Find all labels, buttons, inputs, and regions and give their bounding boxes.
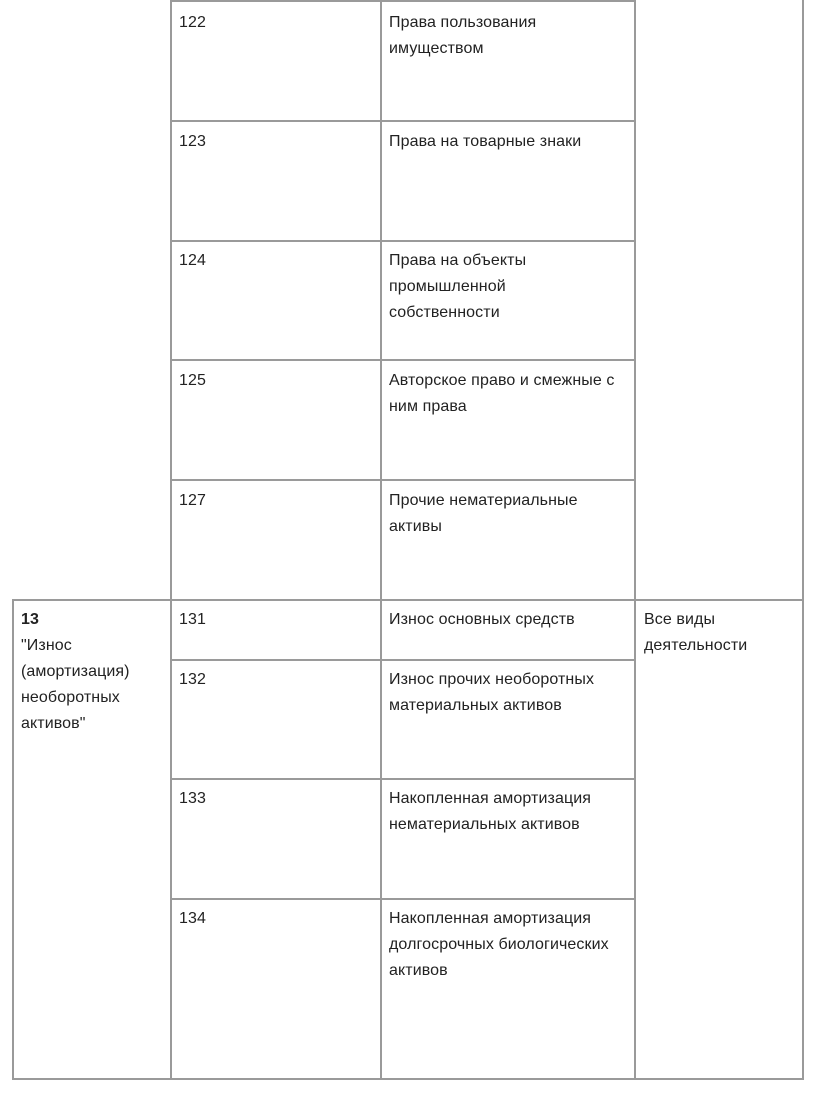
row-sep [170, 120, 636, 122]
account-code: 123 [179, 133, 206, 150]
account-code: 134 [179, 910, 206, 927]
account-name-line: Накопленная амортизация [389, 910, 592, 927]
account-name [389, 10, 536, 62]
account-name-line: Прочие нематериальные [389, 492, 578, 509]
account-name-line: Права пользования [389, 14, 537, 31]
account-name-line: долгосрочных биологических [389, 936, 609, 953]
group-title-line: активов" [21, 715, 86, 732]
border-right [802, 0, 804, 1080]
account-name-line: имуществом [389, 40, 484, 57]
row-sep [170, 240, 636, 242]
account-name [389, 368, 615, 420]
border-bottom [12, 1078, 804, 1080]
account-name-line: Накопленная амортизация [389, 790, 592, 807]
row-sep [170, 0, 636, 2]
col-sep-3 [634, 0, 636, 1080]
group-number: 13 [21, 611, 39, 628]
border-left [12, 600, 14, 1080]
account-code: 132 [179, 671, 206, 688]
activity-line: деятельности [644, 637, 748, 654]
account-name [389, 607, 575, 633]
account-name-line: Права на товарные знаки [389, 133, 582, 150]
group-title-line: (амортизация) [21, 663, 130, 680]
col-sep-1 [170, 0, 172, 1080]
group-title [21, 607, 130, 737]
group-title-line: необоротных [21, 689, 120, 706]
account-name-line: активы [389, 518, 442, 535]
account-name-line: нематериальных активов [389, 816, 580, 833]
account-name-line: ним права [389, 398, 467, 415]
row-sep [170, 359, 636, 361]
account-code: 124 [179, 252, 206, 269]
activity-line: Все виды [644, 611, 716, 628]
activity-scope [644, 607, 747, 659]
account-code: 133 [179, 790, 206, 807]
account-name-line: Права на объекты [389, 252, 527, 269]
account-name [389, 667, 594, 719]
account-name-line: материальных активов [389, 697, 562, 714]
row-sep [170, 778, 636, 780]
row-sep [170, 479, 636, 481]
account-code: 122 [179, 14, 206, 31]
account-name-line: активов [389, 962, 448, 979]
col-sep-2 [380, 0, 382, 1080]
account-name-line: промышленной [389, 278, 506, 295]
row-sep [170, 659, 636, 661]
group-title-line: "Износ [21, 637, 72, 654]
account-name [389, 906, 609, 984]
account-name [389, 488, 578, 540]
account-name-line: Авторское право и смежные с [389, 372, 615, 389]
account-code: 125 [179, 372, 206, 389]
account-name [389, 786, 591, 838]
row-sep [170, 898, 636, 900]
account-code: 131 [179, 611, 206, 628]
account-code: 127 [179, 492, 206, 509]
account-name [389, 129, 581, 155]
group-sep [12, 599, 804, 601]
account-name-line: собственности [389, 304, 500, 321]
account-name [389, 248, 526, 326]
account-name-line: Износ прочих необоротных [389, 671, 595, 688]
account-name-line: Износ основных средств [389, 611, 575, 628]
